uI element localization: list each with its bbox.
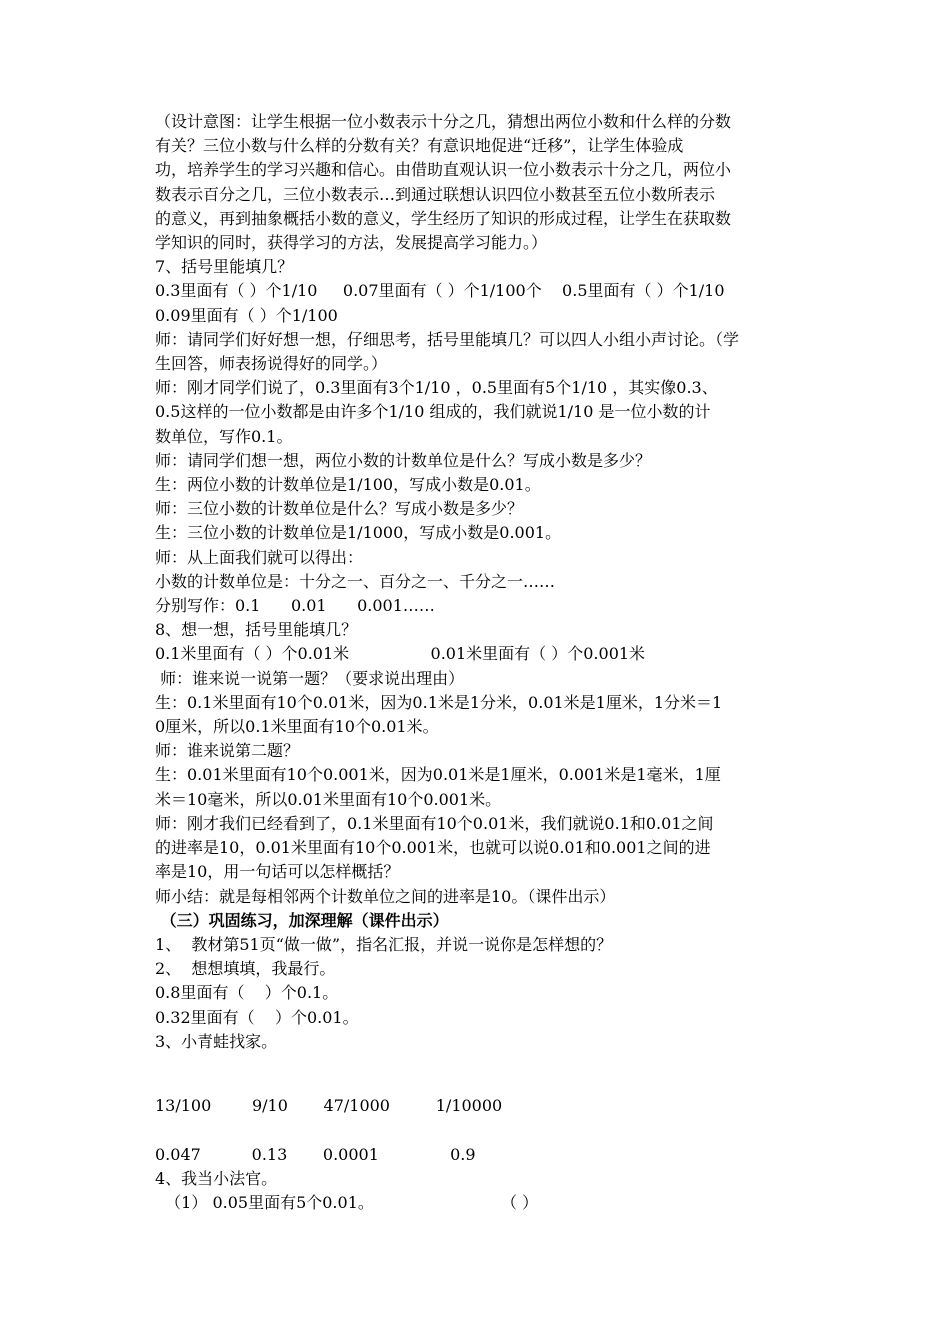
- text-line: 数表示百分之几，三位小数表示…到通过联想认识四位小数甚至五位小数所表示: [155, 184, 716, 204]
- text-line: 4、我当小法官。: [155, 1168, 278, 1188]
- decimals-row: 0.047 0.13 0.0001 0.9: [155, 1144, 476, 1164]
- text-line: 的意义，再到抽象概括小数的意义，学生经历了知识的形成过程，让学生在获取数: [155, 208, 732, 228]
- text-line: 0.32里面有（ ）个0.01。: [155, 1007, 359, 1027]
- text-line: 生：三位小数的计数单位是1/1000，写成小数是0.001。: [155, 523, 562, 543]
- text-line: 师小结：就是每相邻两个计数单位之间的进率是10。（课件出示）: [155, 886, 616, 906]
- text-line: 师：从上面我们就可以得出：: [155, 547, 364, 567]
- text-line: 分别写作：0.1 0.01 0.001……: [155, 596, 435, 616]
- text-line: 1、 教材第51页“做一做”，指名汇报，并说一说你是怎样想的？: [155, 934, 613, 954]
- text-line: 师：请同学们好好想一想，仔细思考，括号里能填几？可以四人小组小声讨论。（学: [155, 329, 740, 349]
- section-title: （三）巩固练习，加深理解（课件出示）: [155, 910, 449, 930]
- text-line: 学知识的同时，获得学习的方法，发展提高学习能力。）: [155, 233, 548, 253]
- text-line: 米＝10毫米，所以0.01米里面有10个0.001米。: [155, 789, 502, 809]
- text-line: 师：刚才我们已经看到了，0.1米里面有10个0.01米，我们就说0.1和0.01之间: [155, 813, 714, 833]
- text-line: 生：0.01米里面有10个0.001米，因为0.01米是1厘米，0.001米是1毫米，1厘: [155, 765, 721, 785]
- text-line: 生：0.1米里面有10个0.01米，因为0.1米是1分米，0.01米是1厘米，1分米＝1: [155, 692, 723, 712]
- text-line: 0.3里面有（ ）个1/10 0.07里面有（ ）个1/100个 0.5里面有（ ）个1/10: [155, 281, 725, 301]
- text-block-3: [155, 1167, 835, 1215]
- text-line: 师：谁来说第二题？: [155, 741, 300, 761]
- text-line: 师：请同学们想一想，两位小数的计数单位是什么？写成小数是多少？: [155, 450, 652, 470]
- text-line: 0.8里面有（ ）个0.1。: [155, 983, 339, 1003]
- text-line: 0.09里面有（ ）个1/100: [155, 305, 338, 325]
- text-line: 数单位，写作0.1。: [155, 426, 293, 446]
- text-block-1: [155, 110, 835, 909]
- document-page: [155, 110, 835, 1215]
- text-line: 师：三位小数的计数单位是什么？写成小数是多少？: [155, 499, 524, 519]
- text-line: 有关？三位小数与什么样的分数有关？有意识地促进“迁移”，让学生体验成: [155, 136, 684, 156]
- text-line: （1） 0.05里面有5个0.01。 （ ）: [155, 1192, 539, 1212]
- fractions-row: 13/100 9/10 47/1000 1/10000: [155, 1096, 503, 1116]
- text-line: 0.5这样的一位小数都是由许多个1/10 组成的，我们就说1/10 是一位小数的计: [155, 402, 711, 422]
- text-block-2: [155, 933, 835, 1054]
- text-line: 的进率是10，0.01米里面有10个0.001米，也就可以说0.01和0.001之间的进: [155, 838, 711, 858]
- text-line: 2、 想想填填，我最行。: [155, 959, 336, 979]
- text-line: 7、括号里能填几？: [155, 257, 294, 277]
- text-line: 0厘米，所以0.1米里面有10个0.01米。: [155, 717, 439, 737]
- text-line: 师：谁来说一说第一题？（要求说出理由）: [155, 668, 465, 688]
- text-line: 率是10，用一句话可以怎样概括？: [155, 862, 400, 882]
- text-line: 生回答，师表扬说得好的同学。）: [155, 354, 388, 374]
- text-line: 生：两位小数的计数单位是1/100，写成小数是0.01。: [155, 475, 541, 495]
- text-line: （设计意图：让学生根据一位小数表示十分之几，猜想出两位小数和什么样的分数: [155, 112, 732, 131]
- text-line: 功，培养学生的学习兴趣和信心。由借助直观认识一位小数表示十分之几，两位小: [155, 160, 732, 180]
- text-line: 8、想一想，括号里能填几？: [155, 620, 358, 640]
- text-line: 师：刚才同学们说了，0.3里面有3个1/10 ，0.5里面有5个1/10 ，其实像0.3、: [155, 378, 718, 398]
- text-line: 3、小青蛙找家。: [155, 1031, 278, 1051]
- text-line: 小数的计数单位是：十分之一、百分之一、千分之一……: [155, 571, 556, 591]
- text-line: 0.1米里面有（ ）个0.01米 0.01米里面有（ ）个0.001米: [155, 644, 646, 664]
